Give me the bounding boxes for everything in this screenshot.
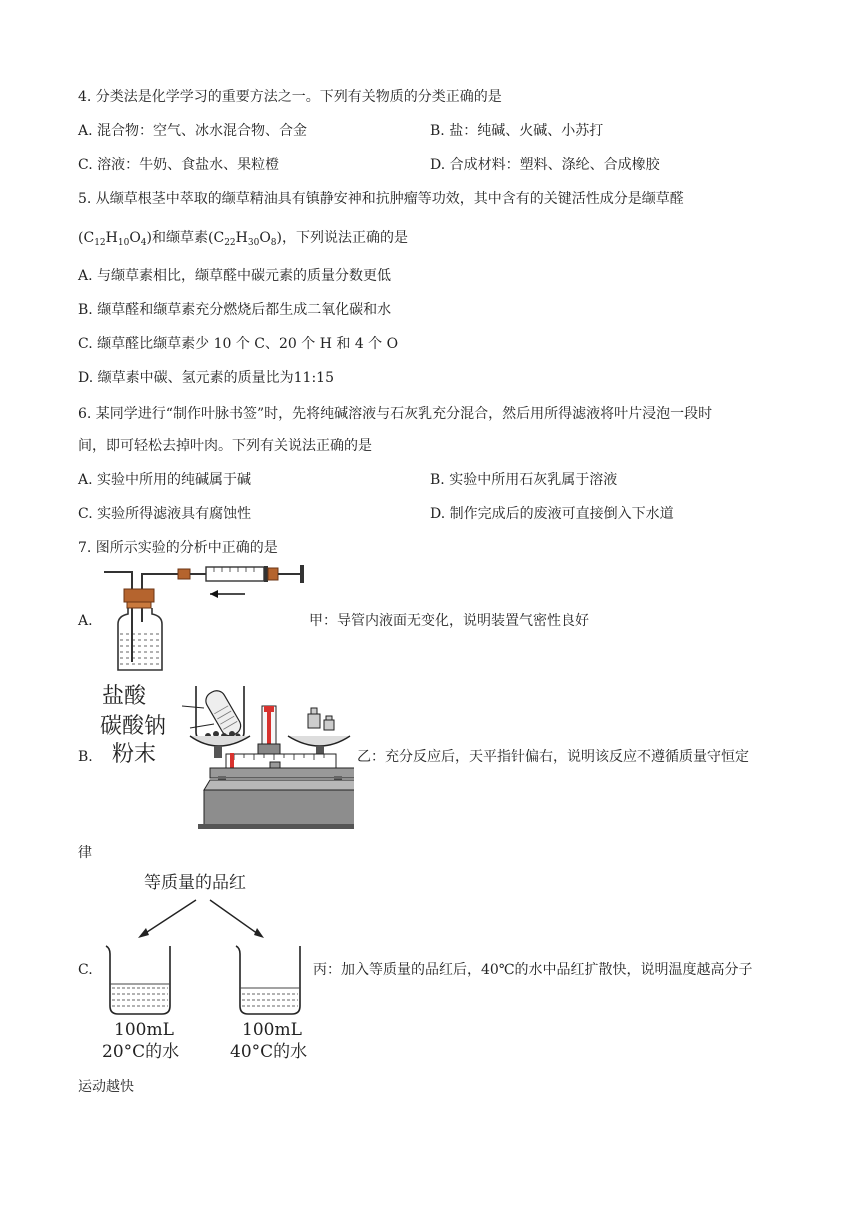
balance-experiment-figure xyxy=(98,678,354,830)
label-equal-mass-dye: 等质量的品红 xyxy=(144,873,246,893)
q7-option-b-text: 乙：充分反应后，天平指针偏右，说明该反应不遵循质量守恒定 xyxy=(357,749,749,765)
q4-option-c: C. 溶液：牛奶、食盐水、果粒橙 xyxy=(78,157,280,173)
beaker1-volume: 100mL xyxy=(114,1020,174,1040)
q7-stem: 7. 图所示实验的分析中正确的是 xyxy=(78,540,278,556)
beaker2-water-temp: 40°C的水 xyxy=(230,1042,308,1062)
q7-option-a-text: 甲：导管内液面无变化，说明装置气密性良好 xyxy=(309,613,589,629)
beaker2-volume: 100mL xyxy=(242,1020,302,1040)
q6-stem-line1: 6. 某同学进行“制作叶脉书签”时，先将纯碱溶液与石灰乳充分混合，然后用所得滤液将叶片浸泡一段时 xyxy=(78,406,713,422)
q5-option-b: B. 缬草醛和缬草素充分燃烧后都生成二氧化碳和水 xyxy=(78,302,392,318)
q7-option-b-text-cont: 律 xyxy=(78,845,92,861)
q5-option-d: D. 缬草素中碳、氢元素的质量比为11:15 xyxy=(78,370,334,386)
q4-option-a: A. 混合物：空气、冰水混合物、合金 xyxy=(78,123,308,139)
q7-option-c-text: 丙：加入等质量的品红后，40℃的水中品红扩散快，说明温度越高分子 xyxy=(313,962,753,978)
q4-option-b: B. 盐：纯碱、火碱、小苏打 xyxy=(430,123,604,139)
airtightness-apparatus-figure xyxy=(100,562,315,674)
formula-c22h30o8: $C_{22}H_{30}O_8$ xyxy=(213,230,277,248)
q7-option-c-text-cont: 运动越快 xyxy=(78,1079,134,1095)
label-sodium-carbonate-2: 粉末 xyxy=(112,742,157,767)
q5-stem-line1: 5. 从缬草根茎中萃取的缬草精油具有镇静安神和抗肿瘤等功效，其中含有的关键活性成分是缬草醛 xyxy=(78,191,684,207)
q7-option-b-label: B. xyxy=(78,749,93,765)
formula-c12h10o4: $C_{12}H_{10}O_4$ xyxy=(83,230,147,248)
q6-stem-line2: 间，即可轻松去掉叶肉。下列有关说法正确的是 xyxy=(78,438,372,454)
q4-stem: 4. 分类法是化学学习的重要方法之一。下列有关物质的分类正确的是 xyxy=(78,89,502,105)
beaker1-water-temp: 20°C的水 xyxy=(102,1042,180,1062)
q7-option-c-label: C. xyxy=(78,962,93,978)
q6-option-d: D. 制作完成后的废液可直接倒入下水道 xyxy=(430,506,674,522)
label-sodium-carbonate-1: 碳酸钠 xyxy=(100,714,167,739)
q7-option-a-label: A. xyxy=(78,613,93,629)
label-hydrochloric-acid: 盐酸 xyxy=(102,684,147,709)
q6-option-a: A. 实验中所用的纯碱属于碱 xyxy=(78,472,252,488)
q5-stem-line2: $(C_{12}H_{10}O_4)$和缬草素$(C_{22}H_{30}O_8)$，下列说法正确的是 xyxy=(78,230,408,248)
q5-option-c: C. 缬草醛比缬草素少 10 个 C、20 个 H 和 4 个 O xyxy=(78,336,399,352)
q6-option-c: C. 实验所得滤液具有腐蚀性 xyxy=(78,506,252,522)
q5-option-a: A. 与缬草素相比，缬草醛中碳元素的质量分数更低 xyxy=(78,268,392,284)
diffusion-experiment-figure xyxy=(100,870,320,1066)
q6-option-b: B. 实验中所用石灰乳属于溶液 xyxy=(430,472,618,488)
q4-option-d: D. 合成材料：塑料、涤纶、合成橡胶 xyxy=(430,157,660,173)
